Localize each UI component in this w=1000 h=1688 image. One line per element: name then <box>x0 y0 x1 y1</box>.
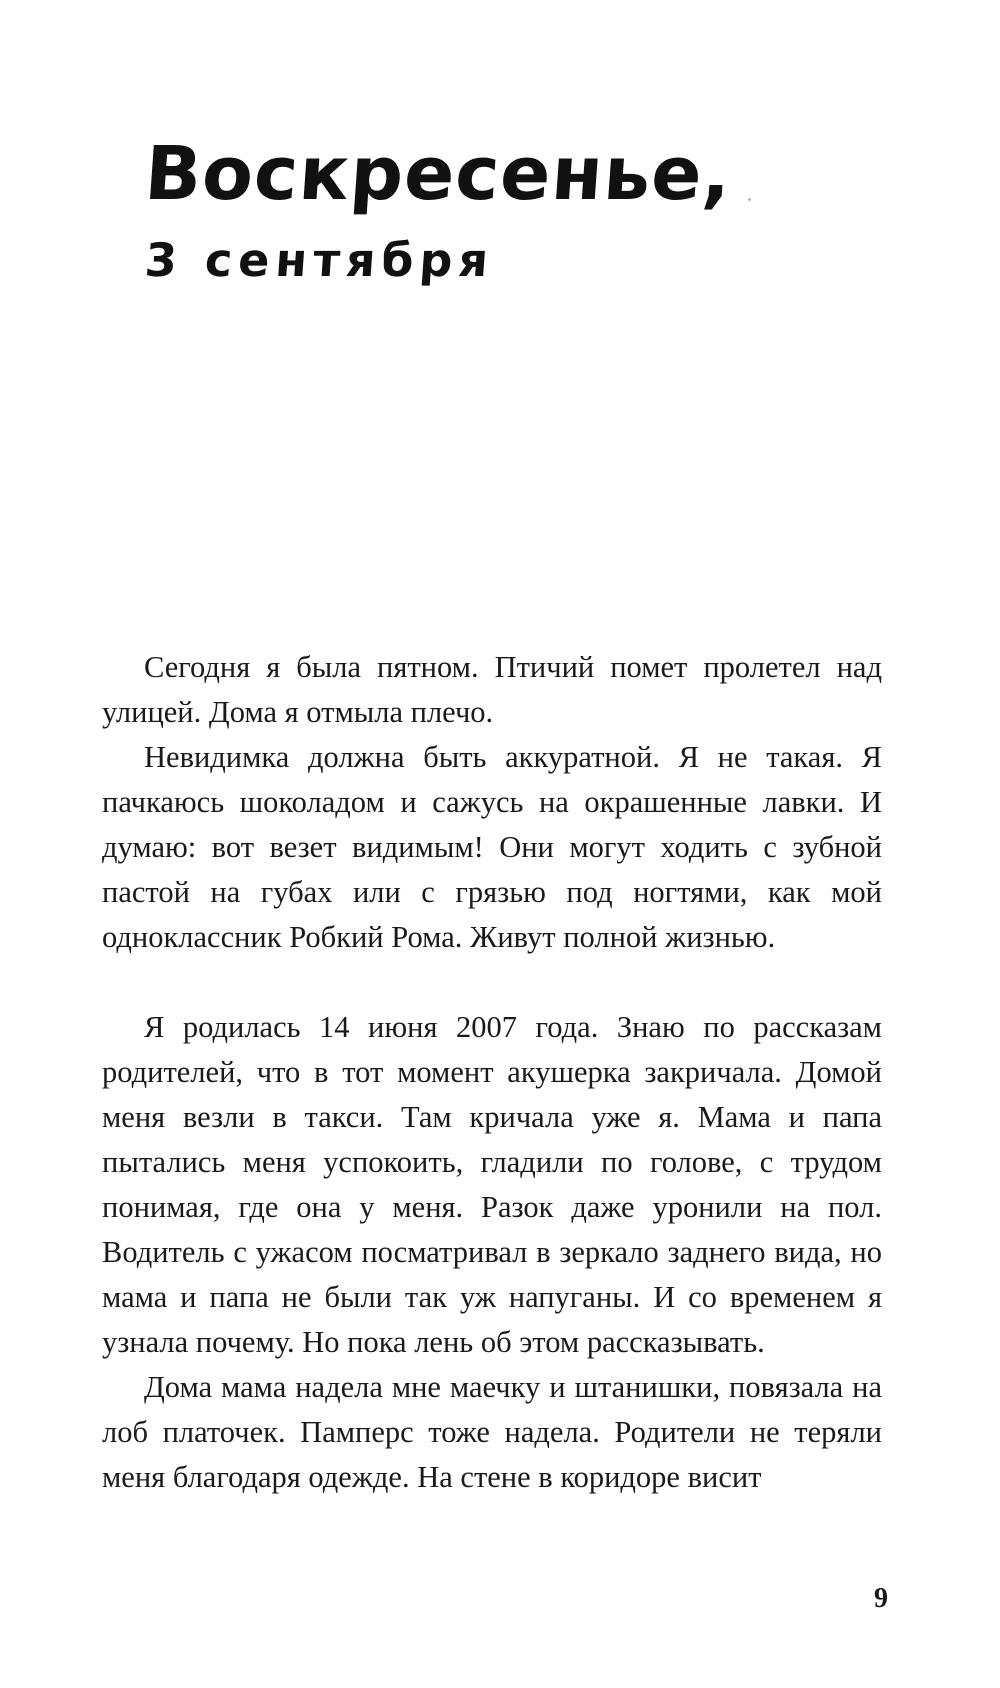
paragraph: Невидимка должна быть аккуратной. Я не такая. Я пачкаюсь шоколадом и сажусь на окрашенные лавки. И думаю: вот везет видимым! Они могут ходить с зубной пастой на губах или с грязью под ногтями, как мой одноклассник Робкий Рома. Живут полной жизнью. <box>102 740 882 954</box>
chapter-heading <box>142 130 845 288</box>
page-number: 9 <box>874 1583 888 1614</box>
paper-speck <box>748 198 751 201</box>
paragraph: Сегодня я была пятном. Птичий помет пролетел над улицей. Дома я отмыла плечо. <box>102 650 882 729</box>
paragraph: Дома мама надела мне маечку и штанишки, повязала на лоб платочек. Памперс тоже надела. Родители не теряли меня благодаря одежде. На стене в коридоре висит <box>102 1370 882 1494</box>
chapter-heading-date: 3 сентября <box>143 232 496 287</box>
body-text <box>102 645 882 1500</box>
paragraph: Я родилась 14 июня 2007 года. Знаю по рассказам родителей, что в тот момент акушерка закричала. Домой меня везли в такси. Там кричала уже я. Мама и папа пытались меня успокоить, гладили по голове, с трудом понимая, где она у меня. Разок даже уронили на пол. Водитель с ужасом посматривал в зеркало заднего вида, но мама и папа не были так уж напуганы. И со временем я узнала почему. Но пока лень об этом рассказывать. <box>102 1010 882 1359</box>
chapter-heading-day: Воскресенье, <box>142 131 735 217</box>
